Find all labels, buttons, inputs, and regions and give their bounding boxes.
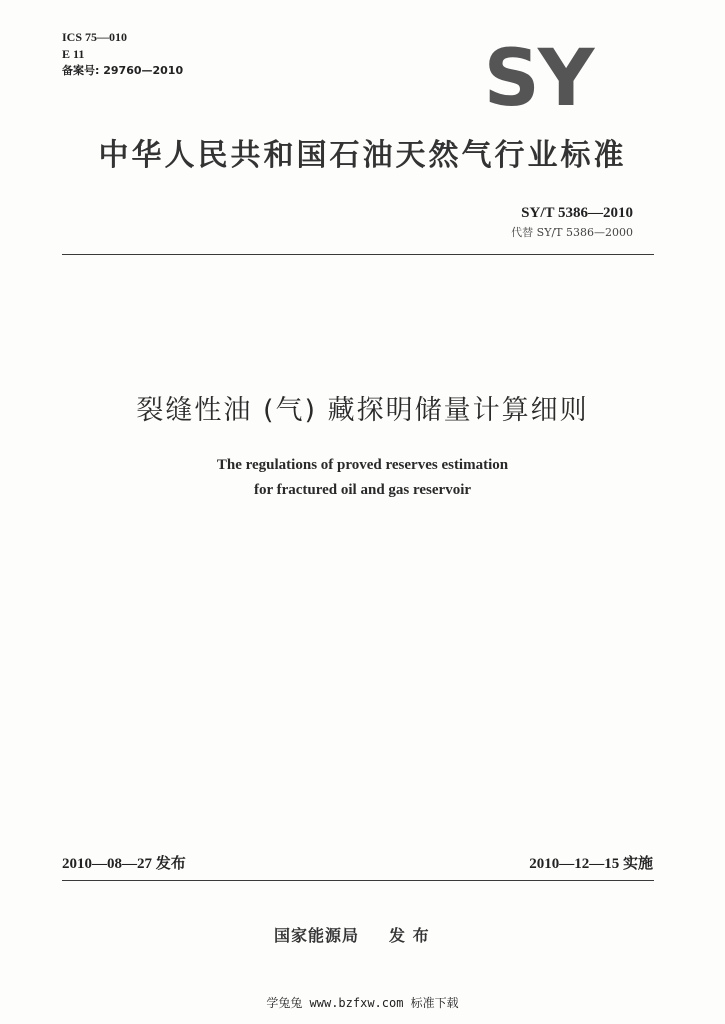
standard-category-title: 中华人民共和国石油天然气行业标准 (98, 138, 627, 173)
document-title-en-line1: The regulations of proved reserves estimation (216, 457, 509, 473)
top-divider (62, 254, 654, 255)
document-title-en-line2: for fractured oil and gas reservoir (253, 482, 472, 498)
publisher-name: 国家能源局 (274, 926, 360, 945)
record-number: 备案号: 29760—2010 (62, 64, 184, 77)
footer-watermark-link[interactable]: 学兔兔 www.bzfxw.com 标准下载 (266, 996, 459, 1010)
publisher-action: 发 布 (389, 926, 430, 945)
classification-code: E 11 (62, 47, 85, 61)
ics-code: ICS 75—010 (62, 30, 128, 44)
standard-code-block (511, 203, 633, 241)
replaces-standard: 代替 SY/T 5386—2000 (511, 226, 633, 239)
sy-logo: SY (483, 34, 593, 124)
publisher-line (274, 923, 430, 946)
document-title-cn: 裂缝性油 (气) 藏探明储量计算细则 (136, 395, 589, 426)
issue-date: 2010—08—27 发布 (62, 856, 186, 872)
effective-date: 2010—12—15 实施 (529, 856, 653, 872)
standard-number: SY/T 5386—2010 (521, 205, 633, 221)
bottom-divider (62, 880, 654, 881)
